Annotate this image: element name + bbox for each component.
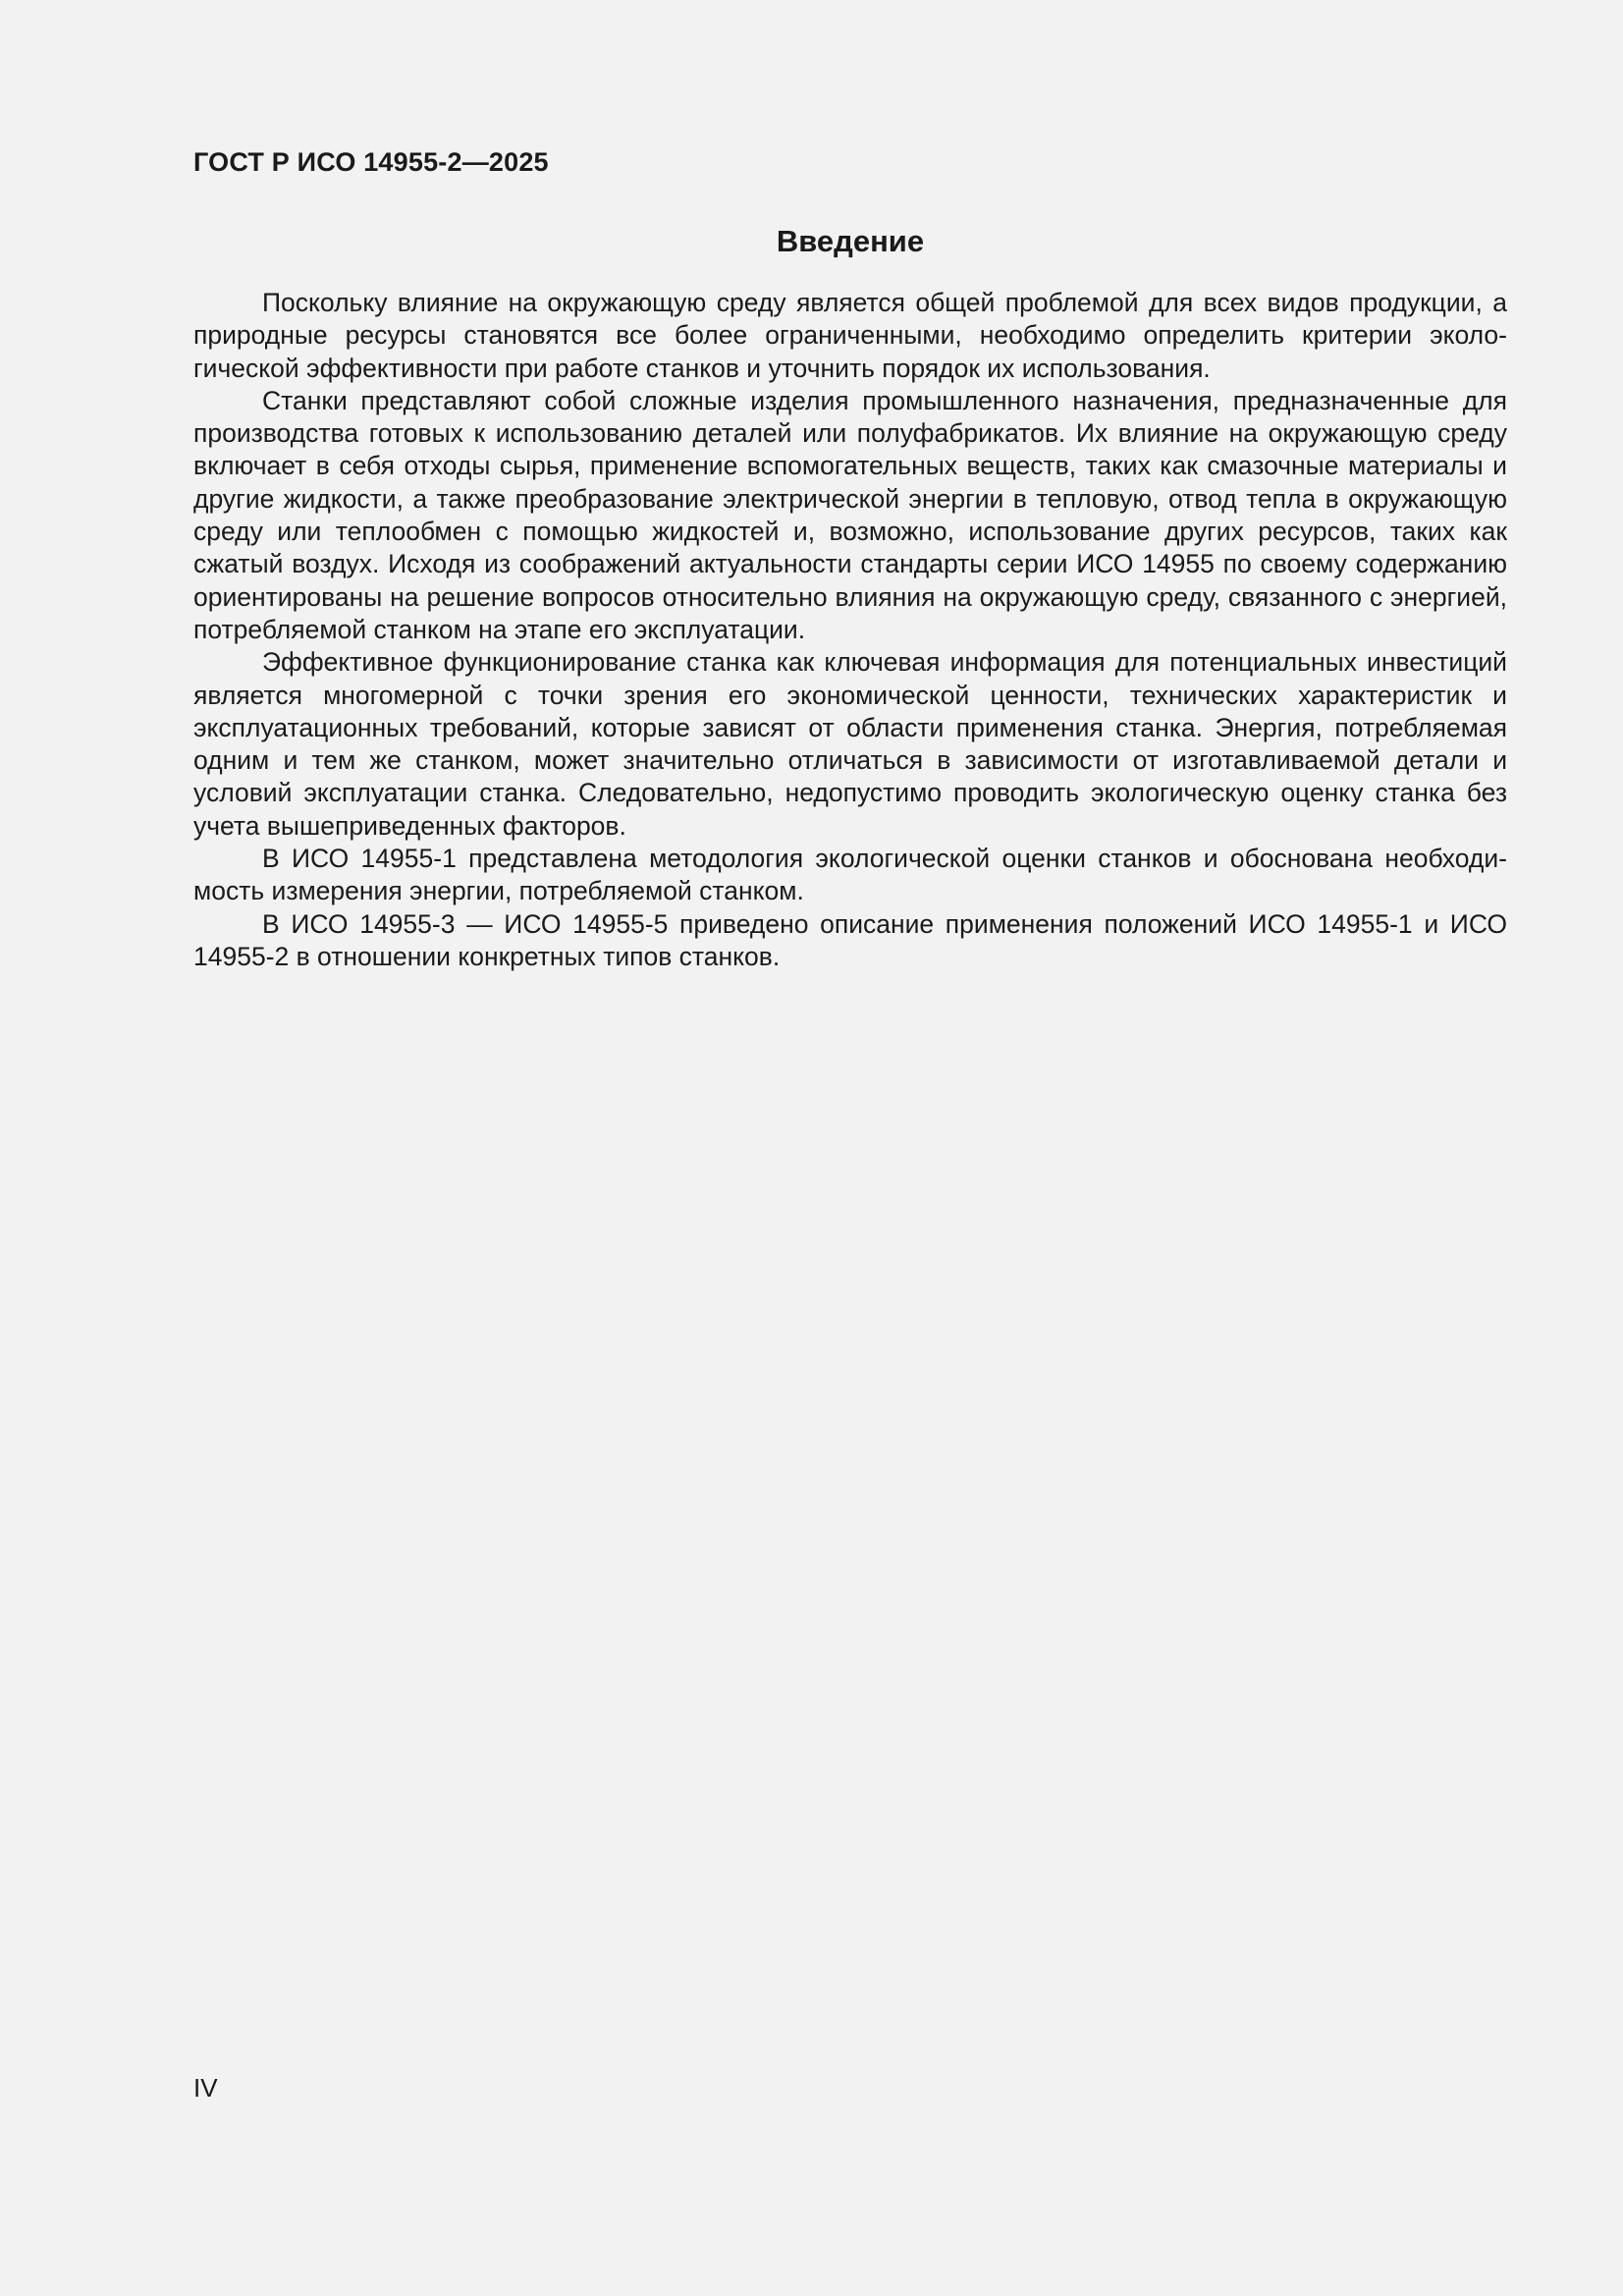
paragraph-4: В ИСО 14955-1 представлена методология экологической оценки станков и обоснована необходимость измерения энергии, потребляемой станком.	[193, 844, 1507, 906]
page-number: IV	[193, 2073, 218, 2103]
paragraph-5: В ИСО 14955-3 — ИСО 14955-5 приведено описание применения положений ИСО 14955-1 и ИСО 14955-2 в отношении конкретных типов станков.	[193, 908, 1507, 971]
paragraph-2: Станки представляют собой сложные изделия промышленного назначения, предназначенные для производства готовых к использованию деталей или полуфабрикатов. Их влияние на окружающую среду включает в себя отходы сырья, применение вспомогательных веществ, таких как смазочные материалы и другие жидкости, а также преобразование электрической энергии в тепловую, отвод тепла в окружающую среду или теплообмен с помощью жидкостей и, возможно, использование других ресурсов, таких как сжатый воздух. Исходя из соображений актуальности стандарты серии ИСО 14955 по своему содержанию ориентированы на решение вопросов относительно влияния на окружающую среду, связанного с энергией, потребляемой станком на этапе его эксплуатации.	[193, 385, 1507, 644]
paragraph-3: Эффективное функционирование станка как ключевая информация для потенциальных инвестиций является многомерной с точки зрения его экономической ценности, технических характеристик и эксплуатационных требований, которые зависят от области применения станка. Энергия, потребляемая одним и тем же станком, может значительно отличаться в зависимости от изготавливаемой детали и условий эксплуатации станка. Следовательно, недопустимо проводить экологическую оценку станка без учета вышеприведенных факторов.	[193, 647, 1507, 841]
standard-header: ГОСТ Р ИСО 14955-2—2025	[193, 147, 549, 177]
section-title: Введение	[776, 224, 925, 258]
paragraph-1: Поскольку влияние на окружающую среду является общей проблемой для всех видов продукции, а природные ресурсы становятся все более ограниченными, необходимо определить критерии экологической эффективности при работе станков и уточнить порядок их использования.	[193, 288, 1507, 383]
body-text	[193, 287, 1507, 973]
